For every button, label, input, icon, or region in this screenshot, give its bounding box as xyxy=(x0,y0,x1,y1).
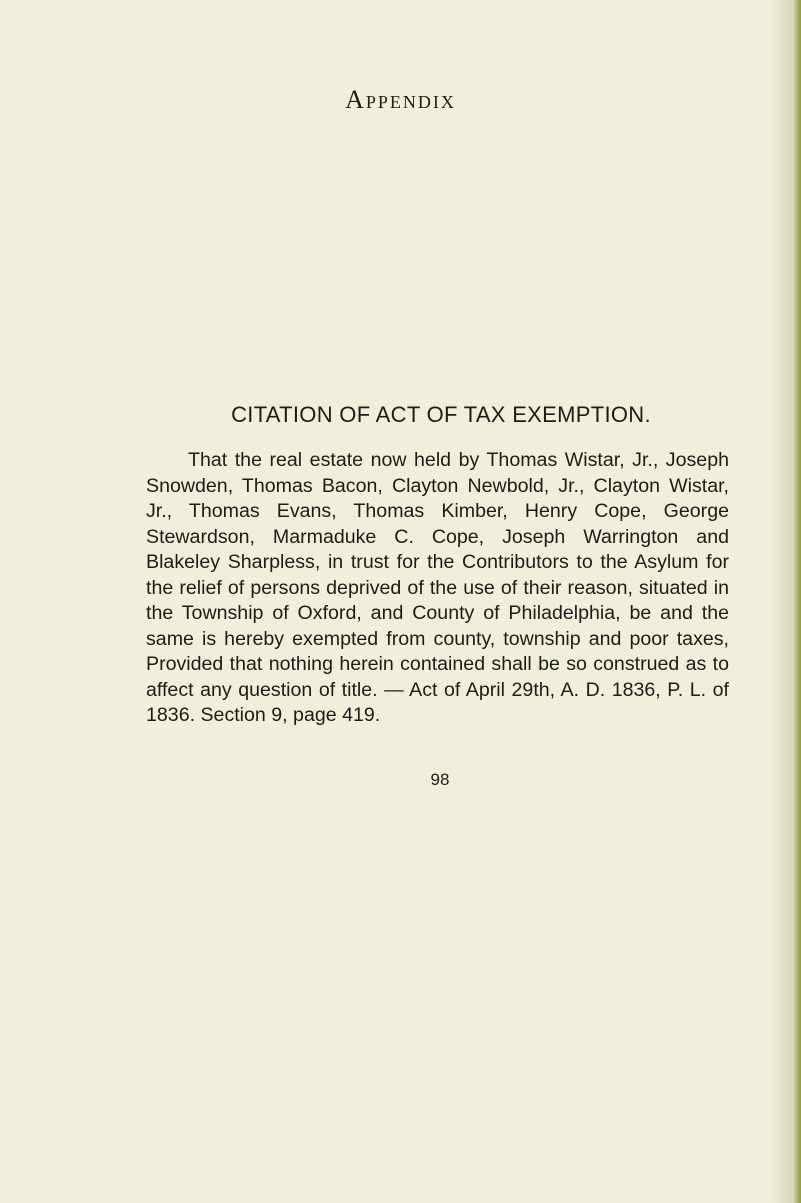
running-head: Appendix xyxy=(345,85,456,114)
page-number: 98 xyxy=(430,770,450,789)
section-title: CITATION OF ACT OF TAX EXEMPTION. xyxy=(231,402,651,427)
page-edge-shadow xyxy=(793,0,801,1203)
body-paragraph: That the real estate now held by Thomas Wistar, Jr., Joseph Snowden, Thomas Bacon, Clayton Newbold, Jr., Clayton Wistar, Jr., Thomas Evans, Thomas Kimber, Henry Cope, George Stewardson, Marmaduke C. Cope, Joseph Warrington and Blakeley Sharpless, in trust for the Contributors to the Asylum for the relief of persons deprived of the use of their reason, situated in the Township of Oxford, and County of Philadelphia, be and the same is hereby exempted from county, township and poor taxes, Provided that nothing herein contained shall be so construed as to affect any question of title. — Act of April 29th, A. D. 1836, P. L. of 1836. Section 9, page 419. xyxy=(146,449,729,726)
